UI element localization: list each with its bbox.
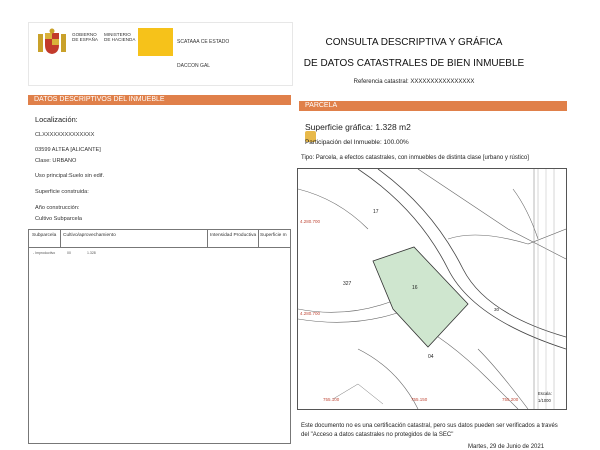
parcel-number-30: 30 <box>494 307 500 312</box>
coord-label-top: 4.280.700 <box>300 219 321 224</box>
coord-label-bottom-left: 755.100 <box>323 397 340 402</box>
table-header-superficie: Superficie m <box>260 233 287 238</box>
cadastral-map <box>297 168 567 410</box>
parcel-number-17: 17 <box>373 209 379 215</box>
superficie-grafica: Superficie gráfica: 1.328 m2 <box>305 122 411 132</box>
section-header-parcela: PARCELA <box>299 101 567 111</box>
disclaimer-line2: del "Acceso a datos catastrales no protegidos de la SEC" <box>301 432 454 438</box>
table-cell-superficie: 1.328 <box>87 251 96 255</box>
cultivo-table <box>28 229 291 444</box>
coord-label-bottom-center: 755.150 <box>411 397 428 402</box>
coat-of-arms-logo <box>36 28 68 56</box>
table-header-subparcela: Subparcela <box>32 233 57 238</box>
escala-label: Escala: <box>538 391 552 396</box>
ministry-color-block <box>138 28 173 56</box>
parcel-number-04: 04 <box>428 354 434 360</box>
referencia-catastral: Referencia catastral: XXXXXXXXXXXXXXXX <box>353 79 475 85</box>
municipio-value: 03599 ALTEA [ALICANTE] <box>35 147 101 153</box>
table-header-intensidad: Intensidad Productiva <box>210 233 257 238</box>
cadastral-map-drawing <box>298 169 566 409</box>
participacion: Participación del Inmueble: 100.00% <box>305 139 409 146</box>
localizacion-value: CLXXXXXXXXXXXXXX <box>35 132 95 138</box>
gobierno-label: GOBIERNO DE ESPAÑA <box>72 32 98 43</box>
ministerio-label: MINISTERIO DE HACIENDA <box>104 32 136 43</box>
superficie-construida-label: Superficie construida: <box>35 189 89 195</box>
section-header-datos: DATOS DESCRIPTIVOS DEL INMUEBLE <box>28 95 291 105</box>
localizacion-label: Localización: <box>35 115 78 124</box>
escala-value: 1/1000 <box>538 398 551 403</box>
anio-construccion-label: Año construcción: <box>35 205 80 211</box>
document-title-line1: CONSULTA DESCRIPTIVA Y GRÁFICA <box>325 37 503 48</box>
parcel-number-327: 327 <box>343 281 352 287</box>
coord-label-middle: 4.280.700 <box>300 311 321 316</box>
disclaimer-line1: Este documento no es una certificación catastral, pero sus datos pueden ser verificados a través <box>301 423 558 429</box>
secretaria-label: SCATAAA CE ESTADO <box>177 39 230 45</box>
tipo-parcela: Tipo: Parcela, a efectos catastrales, con inmuebles de distinta clase [urbano y rústico] <box>301 155 529 161</box>
uso-value: Uso principal:Suelo sin edif. <box>35 173 105 179</box>
parcel-shape <box>373 247 468 347</box>
document-title-line2: DE DATOS CATASTRALES DE BIEN INMUEBLE <box>303 58 525 69</box>
direccion-label: DACCON GAL <box>177 63 211 69</box>
parcel-number-16: 16 <box>412 285 418 291</box>
coord-label-bottom-right: 755.200 <box>502 397 519 402</box>
table-cell-intensidad: 00 <box>67 251 71 255</box>
clase-value: Clase: URBANO <box>35 158 77 164</box>
document-date: Martes, 29 de Junio de 2021 <box>468 444 545 450</box>
table-header-cultivo: Cultivo/aprovechamiento <box>63 233 116 238</box>
cultivo-subparcela-label: Cultivo Subparcela <box>35 216 82 222</box>
table-cell-cultivo: - Improductivo <box>33 251 56 255</box>
